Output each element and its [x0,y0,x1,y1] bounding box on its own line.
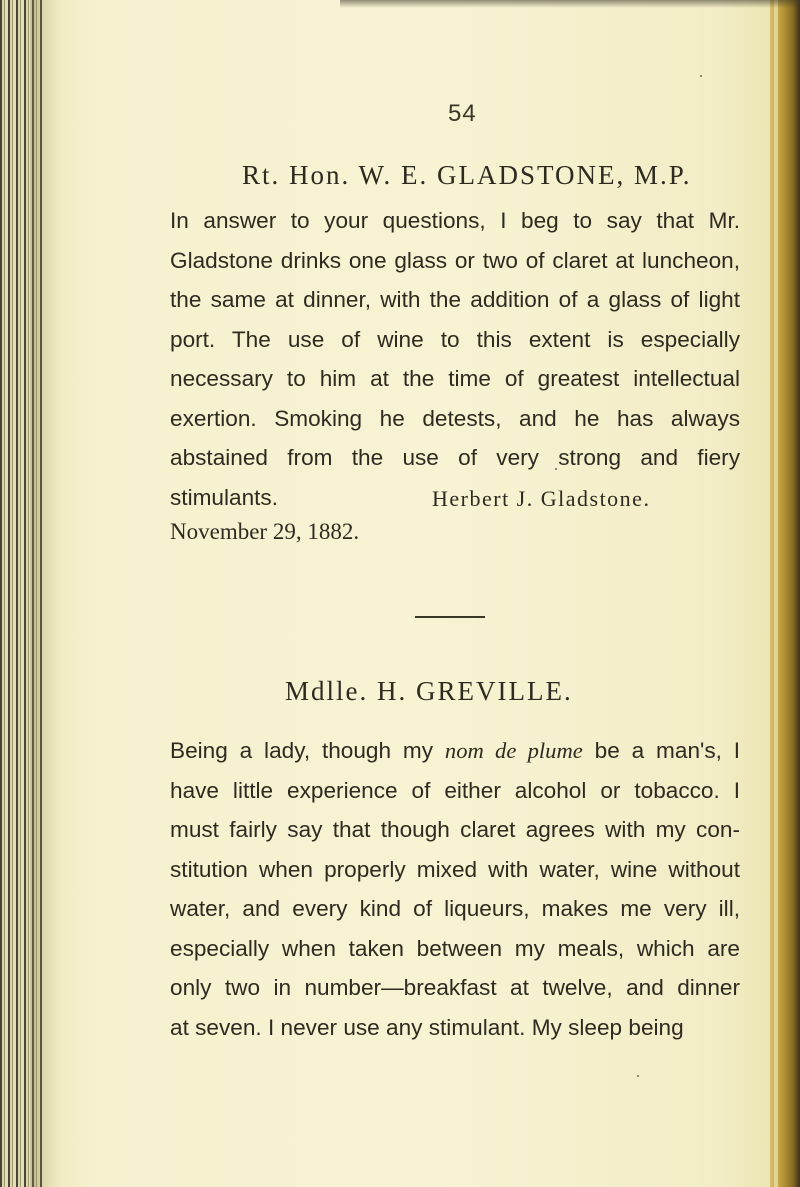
letter-date: November 29, 1882. [170,519,360,544]
text-line: In answer to your questions, I beg to say that Mr. [170,208,740,233]
text-line: port. The use of wine to this extent is especially [170,326,740,352]
section-divider [415,616,485,618]
text-line: at seven. I never use any stimulant. My sleep being [170,1014,684,1040]
signature: Herbert J. Gladstone. [432,486,651,511]
letter-greville [170,731,740,1047]
text-line: the same at dinner, with the addition of a glass of light [170,287,740,312]
paper-speck [700,75,702,77]
text-line [170,731,740,771]
gutter-shadow [30,0,60,1187]
text-line: only two in number—breakfast at twelve, and dinner [170,975,740,1000]
paper-speck [637,1075,639,1077]
text-line: have little experience of either alcohol or tobacco. I [170,777,740,803]
text-line: stimulants. [170,484,278,510]
text-line: water, and every kind of liqueurs, makes me very ill, [170,896,740,921]
text-line: exertion. Smoking he detests, and he has always [170,405,740,431]
section-heading-gladstone: Rt. Hon. W. E. GLADSTONE, M.P. [242,160,692,190]
fore-edge-highlight [774,0,778,1187]
page-number: 54 [448,100,477,127]
text-line: abstained from the use of very strong and fiery [170,445,740,470]
text-line: especially when taken between my meals, which are [170,935,740,961]
text-line: necessary to him at the time of greatest intellectual [170,366,740,391]
text-run: be a man's, I [594,738,741,763]
text-run: Being a lady, though my [170,738,434,763]
text-line: must fairly say that though claret agrees with my con- [170,817,740,842]
section-heading-greville: Mdlle. H. GREVILLE. [285,676,573,706]
italic-phrase: nom de plume [444,738,583,763]
letter-gladstone [170,201,740,517]
text-line: stitution when properly mixed with water, wine without [170,856,740,882]
text-line: Gladstone drinks one glass or two of claret at luncheon, [170,247,740,273]
top-edge-shadow [340,0,800,8]
